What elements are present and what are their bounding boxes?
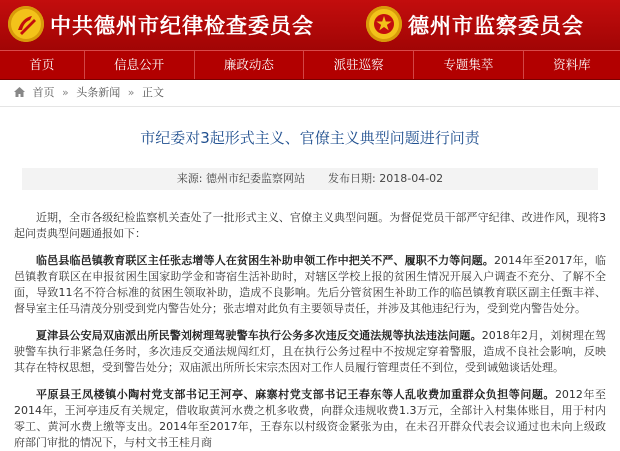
case-heading: 夏津县公安局双庙派出所民警刘树理驾驶警车执行公务多次违反交通法规等执法违法问题。 [36, 329, 482, 342]
case-heading: 平原县王凤楼镇小陶村党支部书记王河亭、麻寨村党支部书记王春东等人乱收费加重群众负担等问题。 [36, 388, 555, 401]
article-intro: 近期，全市各级纪检监察机关查处了一批形式主义、官僚主义典型问题。为督促党员干部严守纪律、改进作风，现将3起问责典型问题通报如下： [14, 211, 606, 240]
breadcrumb [0, 80, 620, 107]
nav-item-library[interactable]: 资料库 [553, 57, 591, 72]
site-header [0, 0, 620, 50]
nav-item-home[interactable]: 首页 [0, 51, 85, 79]
source-value: 德州市纪委监察网站 [206, 172, 306, 185]
national-emblem-icon [366, 6, 402, 42]
breadcrumb-separator: » [62, 86, 69, 99]
nav-item-integrity-news[interactable]: 廉政动态 [195, 51, 305, 79]
nav-item-info-disclosure[interactable]: 信息公开 [85, 51, 195, 79]
date-value: 2018-04-02 [379, 172, 444, 185]
home-icon [14, 87, 25, 97]
nav-item-inspection[interactable]: 派驻巡察 [304, 51, 414, 79]
case-body: 2014年至2017年，临邑镇教育联区在申报贫困生国家助学金和寄宿生活补助时，对辖区学校上报的贫困生情况开展入户调查不充分、了解不全面，导致11名不符合标准的贫困生领取补助，造成不良影响。先后分管贫困生补助工作的临邑镇教育联区副主任甄丰祥、督导室主任马清茂分别受到党内警告处分；张志增对此负有主要领导责任，并涉及其他违纪行为，受到党内警告处分。 [14, 254, 606, 315]
breadcrumb-home-link[interactable]: 首页 [32, 86, 55, 99]
breadcrumb-separator: » [127, 86, 135, 99]
site-title-discipline-commission[interactable]: 中共德州市纪律检查委员会 [50, 13, 314, 38]
case-paragraph [14, 253, 606, 317]
article [0, 127, 620, 451]
article-meta [22, 168, 598, 190]
breadcrumb-current: 正文 [141, 86, 164, 99]
case-heading: 临邑县临邑镇教育联区主任张志增等人在贫困生补助申领工作中把关不严、履职不力等问题。 [36, 254, 494, 267]
case-paragraph [14, 387, 606, 451]
source-label: 来源: [176, 172, 203, 185]
nav-item-special-topics[interactable]: 专题集萃 [414, 51, 524, 79]
party-emblem-icon [8, 6, 44, 42]
article-title: 市纪委对3起形式主义、官僚主义典型问题进行问责 [140, 129, 480, 147]
main-nav [0, 50, 620, 80]
site-title-supervisory-commission[interactable]: 德州市监察委员会 [408, 13, 584, 38]
date-label: 发布日期: [328, 172, 376, 185]
case-paragraph [14, 328, 606, 376]
breadcrumb-section-link[interactable]: 头条新闻 [76, 86, 121, 99]
case-body: 2018年2月，刘树理在驾驶警车执行非紧急任务时，多次违反交通法规闯红灯，且在执行公务过程中不按规定穿着警服，造成不良社会影响，反映其存在特权思想，受到警告处分；双庙派出所所长宋宗杰因对工作人员履行管理责任不到位，受到诫勉谈话处理。 [14, 329, 606, 374]
case-body: 2012年至2014年，王河亭违反有关规定，借收取黄河水费之机多收费，向群众违规收费1.3万元，全部计入村集体账目，用于村内零工、黄河水费上缴等支出。2014年至2017年，王春东以村级资金紧张为由，在未召开群众代表会议通过也未向上级政府部门审批的情况下，与村文书王桂月商 [14, 388, 606, 449]
